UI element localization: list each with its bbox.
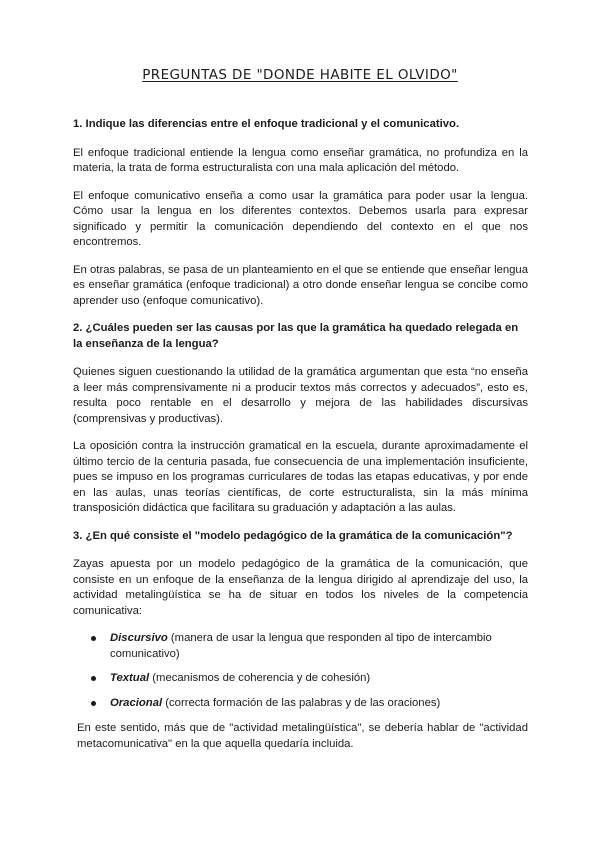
question-2-paragraph: La oposición contra la instrucción gramatical en la escuela, durante aproximadamente el último tercio de la centuria pasada, fue consecuencia de una implementación insuficiente, pues se impuso en los programas curriculares de todas las etapas educativas, y por ende en las aulas, unas teorías científicas, de corte estructuralista, sin la más mínima transposición didáctica que facilitara su graduación y adaptación a las aulas. — [73, 440, 528, 514]
list-item-text: (mecanismos de coherencia y de cohesión) — [149, 672, 371, 684]
document-body — [73, 117, 528, 764]
question-3-paragraph: En este sentido, más que de "actividad metalingüística", se debería hablar de "actividad metacomunicativa" en la que aquella quedaría incluida. — [77, 722, 528, 750]
list-item — [110, 631, 528, 662]
page-title: PREGUNTAS DE "DONDE HABITE EL OLVIDO" — [142, 67, 458, 83]
list-item — [110, 671, 528, 687]
question-1-paragraph: En otras palabras, se pasa de un planteamiento en el que se entiende que enseñar lengua es enseñar gramática (enfoque tradicional) a otro donde enseñar lengua se concibe como aprender uso (enfoque comunicativo). — [73, 263, 528, 307]
list-item-term: Textual — [110, 672, 150, 684]
list-item-term: Oracional — [110, 696, 163, 709]
question-1-paragraph: El enfoque comunicativo enseña a como usar la gramática para poder usar la lengua. Cómo usar la lengua en los diferentes contextos. Debemos usarla para expresar significado y permitir la comunicación dependiendo del contexto en el que nos encontremos. — [73, 189, 528, 248]
list-item-term: Discursivo — [110, 632, 168, 644]
question-1-paragraph: El enfoque tradicional entiende la lengua como enseñar gramática, no profundiza en la materia, la trata de forma estructuralista con una mala aplicación del método. — [73, 146, 528, 174]
question-3-heading: 3. ¿En qué consiste el "modelo pedagógico de la gramática de la comunicación"? — [73, 529, 513, 542]
list-item-text: (manera de usar la lengua que responden al tipo de intercambio comunicativo) — [110, 632, 492, 660]
list-item — [110, 696, 528, 712]
competence-levels-list — [73, 631, 528, 711]
question-3-paragraph: Zayas apuesta por un modelo pedagógico de la gramática de la comunicación, que consiste en un enfoque de la enseñanza de la lengua dirigido al aprendizaje del uso, la actividad metalingüística se ha de situar en todos los niveles de la competencia comunicativa: — [73, 558, 528, 617]
question-1-heading: 1. Indique las diferencias entre el enfoque tradicional y el comunicativo. — [73, 118, 460, 130]
question-2-paragraph: Quienes siguen cuestionando la utilidad de la gramática argumentan que esta “no enseña a leer más comprensivamente ni a producir textos más correctos y adecuados”, esto es, resulta poco rentable en el desarrollo y mejora de las habilidades discursivas (comprensivas y productivas). — [73, 366, 528, 425]
question-2-heading: 2. ¿Cuáles pueden ser las causas por las que la gramática ha quedado relegada en la enseñanza de la lengua? — [73, 322, 519, 350]
list-item-text: (correcta formación de las palabras y de las oraciones) — [162, 696, 441, 709]
